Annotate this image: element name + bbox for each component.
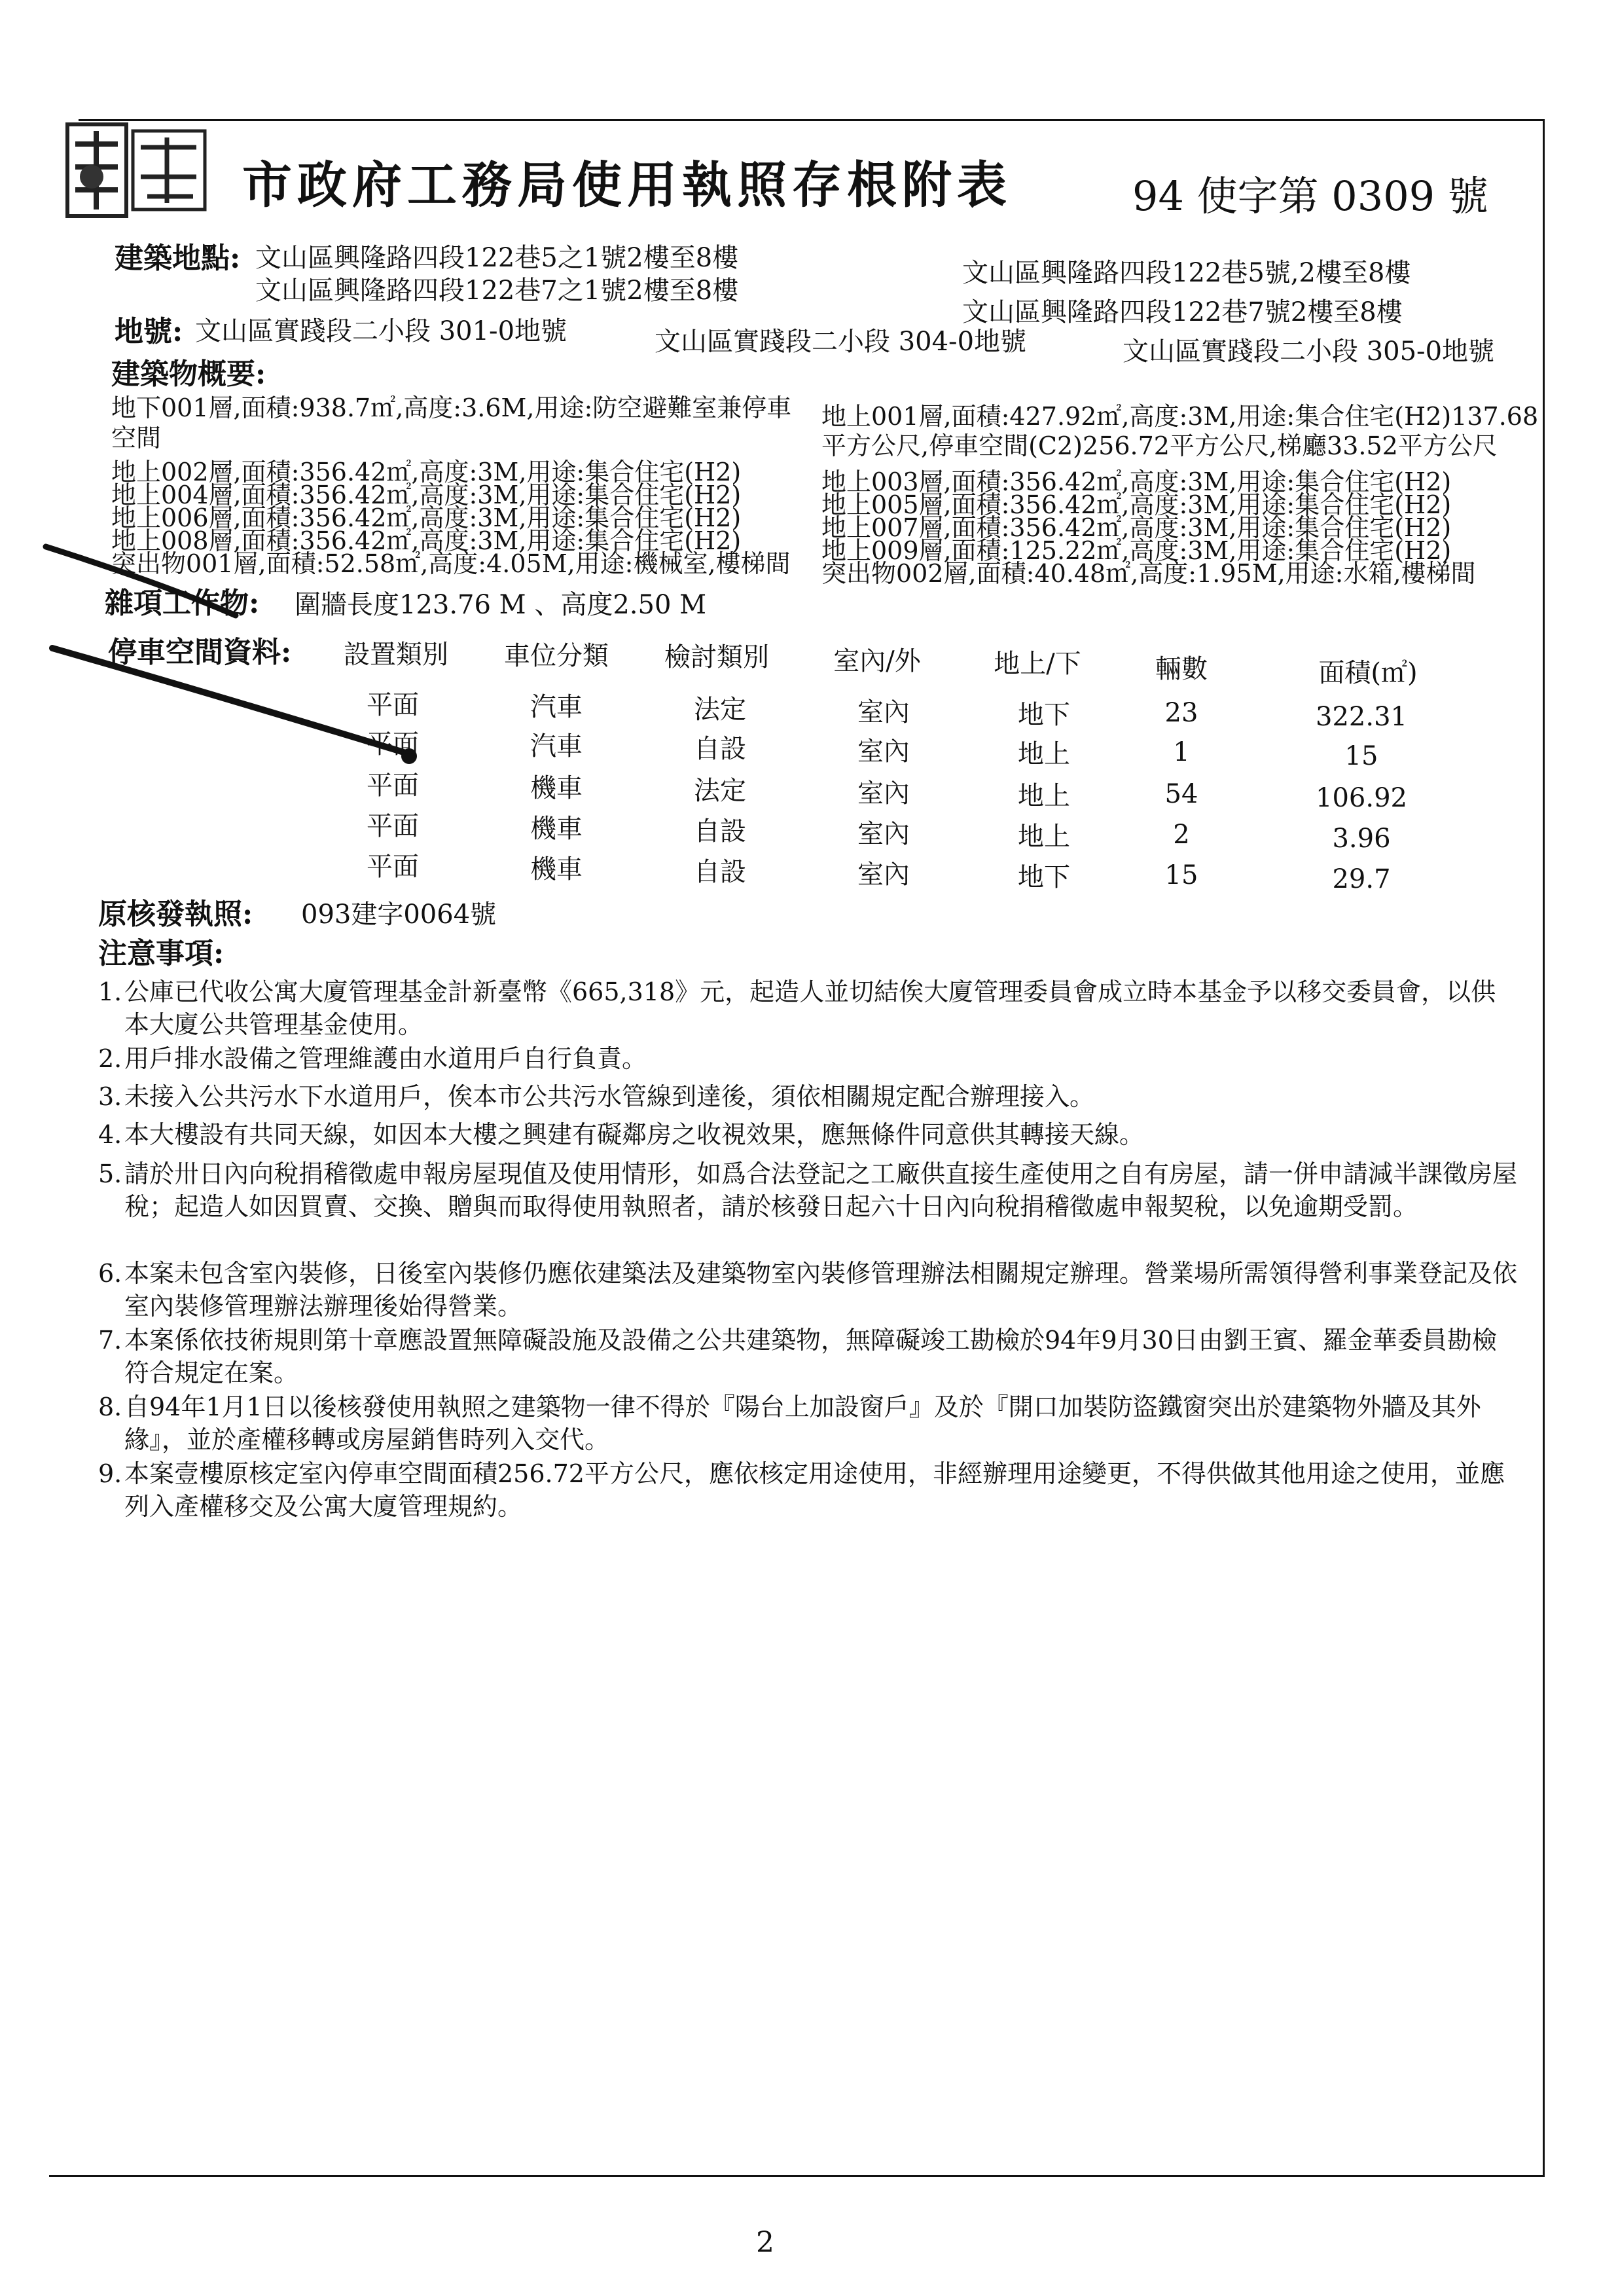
frame-bottom-line [49, 2175, 1545, 2177]
overview-left-line: 地下001層,面積:938.7㎡,高度:3.6M,用途:防空避難室兼停車 [111, 393, 792, 422]
parking-header-vehicle-type: 車位分類 [504, 641, 609, 671]
parking-cell: 106.92 [1316, 783, 1407, 813]
overview-right-line: 地上001層,面積:427.92㎡,高度:3M,用途:集合住宅(H2)137.68 [821, 402, 1539, 431]
misc-works-value: 圍牆長度123.76 M 、高度2.50 M [295, 590, 707, 620]
site-address-1: 文山區興隆路四段122巷5之1號2樓至8樓 [255, 243, 739, 273]
note-text: 自94年1月1日以後核發使用執照之建築物一律不得於『陽台上加設窗戶』及於『開口加裝防盜鐵窗突出於建築物外牆及其外緣』，並於產權移轉或房屋銷售時列入交代。 [124, 1393, 1481, 1454]
parking-cell: 汽車 [530, 692, 583, 722]
note-number: 3. [98, 1082, 122, 1111]
frame-right-line [1543, 119, 1545, 2175]
overview-right-line: 突出物002層,面積:40.48㎡,高度:1.95M,用途:水箱,樓梯間 [821, 559, 1476, 588]
parking-cell: 322.31 [1316, 702, 1407, 732]
lot-number-3: 文山區實踐段二小段 305-0地號 [1123, 337, 1495, 367]
parking-cell: 機車 [530, 773, 583, 803]
parking-cell: 地上 [1018, 781, 1070, 811]
site-address-4: 文山區興隆路四段122巷7號2樓至8樓 [962, 297, 1403, 327]
note-number: 2. [98, 1044, 122, 1073]
original-permit-value: 093建字0064號 [301, 900, 497, 930]
note-item [98, 1080, 1519, 1113]
note-item [98, 1324, 1519, 1389]
parking-cell: 15 [1164, 860, 1198, 890]
note-number: 9. [98, 1459, 122, 1488]
parking-cell: 1 [1173, 737, 1190, 767]
parking-cell: 平面 [367, 690, 419, 720]
notes-label: 注意事項: [98, 937, 225, 970]
parking-cell: 室內 [857, 778, 910, 809]
site-label: 建築地點: [115, 242, 241, 275]
parking-cell: 平面 [367, 771, 419, 801]
parking-cell: 法定 [694, 695, 746, 725]
parking-cell: 法定 [694, 776, 746, 806]
parking-header-above-below: 地上/下 [994, 649, 1081, 679]
parking-cell: 自設 [694, 857, 746, 887]
parking-cell: 地上 [1018, 739, 1070, 769]
note-text: 本案係依技術規則第十章應設置無障礙設施及設備之公共建築物，無障礙竣工勘檢於94年9月30日由劉王賓、羅金華委員勘檢符合規定在案。 [124, 1326, 1497, 1387]
document-title: 市政府工務局使用執照存根附表 [242, 156, 1012, 214]
misc-works-label: 雜項工作物: [105, 587, 260, 620]
overview-label: 建築物概要: [111, 357, 266, 391]
overview-right-line: 地上003層,面積:356.42㎡,高度:3M,用途:集合住宅(H2) [821, 467, 1452, 496]
permit-number: 94 使字第 0309 號 [1132, 172, 1488, 220]
parking-cell: 54 [1164, 779, 1198, 809]
note-text: 用戶排水設備之管理維護由水道用戶自行負責。 [124, 1044, 647, 1073]
parking-cell: 室內 [857, 860, 910, 890]
frame-top-line [79, 119, 1545, 121]
overview-left-line: 地上008層,面積:356.42㎡,高度:3M,用途:集合住宅(H2) [111, 526, 742, 555]
note-number: 1. [98, 977, 122, 1006]
site-address-3: 文山區興隆路四段122巷5號,2樓至8樓 [962, 258, 1411, 288]
parking-cell: 地上 [1018, 822, 1070, 852]
parking-header-setup-type: 設置類別 [344, 640, 448, 670]
parking-cell: 室內 [857, 819, 910, 849]
parking-cell: 機車 [530, 814, 583, 844]
lot-number-1: 文山區實踐段二小段 301-0地號 [195, 316, 567, 346]
parking-cell: 室內 [857, 737, 910, 767]
note-text: 本案未包含室內裝修，日後室內裝修仍應依建築法及建築物室內裝修管理辦法相關規定辦理。營業場所需領得營利事業登記及依室內裝修管理辦法辦理後始得營業。 [124, 1259, 1518, 1321]
note-text: 未接入公共污水下水道用戶，俟本市公共污水管線到達後，須依相關規定配合辦理接入。 [124, 1082, 1095, 1111]
parking-cell: 15 [1344, 741, 1378, 771]
parking-label: 停車空間資料: [108, 636, 292, 669]
parking-cell: 平面 [367, 852, 419, 882]
overview-left-line: 地上002層,面積:356.42㎡,高度:3M,用途:集合住宅(H2) [111, 458, 742, 486]
parking-cell: 3.96 [1332, 824, 1391, 854]
parking-cell: 23 [1164, 698, 1198, 728]
parking-header-count: 輛數 [1155, 654, 1208, 684]
overview-left-line: 空間 [111, 424, 162, 452]
official-seal-stamp [62, 118, 219, 223]
note-number: 4. [98, 1120, 122, 1149]
lot-label: 地號: [115, 315, 183, 348]
parking-header-area: 面積(㎡) [1318, 658, 1418, 688]
note-item [98, 1157, 1519, 1223]
note-item [98, 1042, 1519, 1075]
note-number: 5. [98, 1159, 122, 1188]
note-number: 8. [98, 1393, 122, 1421]
parking-cell: 自設 [694, 734, 746, 764]
parking-cell: 機車 [530, 854, 583, 884]
parking-cell: 自設 [694, 816, 746, 847]
overview-right-line: 地上009層,面積:125.22㎡,高度:3M,用途:集合住宅(H2) [821, 536, 1452, 565]
note-text: 請於卅日內向稅捐稽徵處申報房屋現值及使用情形，如爲合法登記之工廠供直接生產使用之自有房屋，請一併申請減半課徵房屋稅；起造人如因買賣、交換、贈與而取得使用執照者，請於核發日起六十日內向稅捐稽徵處申報契稅，以免逾期受罰。 [124, 1159, 1518, 1221]
parking-cell: 平面 [367, 729, 419, 759]
parking-header-review-type: 檢討類別 [664, 642, 769, 672]
note-number: 7. [98, 1326, 122, 1355]
note-text: 公庫已代收公寓大廈管理基金計新臺幣《665,318》元，起造人並切結俟大廈管理委員會成立時本基金予以移交委員會，以供本大廈公共管理基金使用。 [124, 977, 1496, 1039]
note-item [98, 1391, 1519, 1456]
overview-left-line: 突出物001層,面積:52.58㎡,高度:4.05M,用途:機械室,樓梯間 [111, 549, 791, 578]
page-number: 2 [756, 2226, 774, 2259]
lot-number-2: 文山區實踐段二小段 304-0地號 [655, 327, 1027, 357]
note-item [98, 975, 1519, 1041]
parking-cell: 2 [1173, 820, 1190, 850]
parking-cell: 地下 [1018, 862, 1070, 892]
overview-left-line: 地上006層,面積:356.42㎡,高度:3M,用途:集合住宅(H2) [111, 503, 742, 532]
parking-cell: 汽車 [530, 731, 583, 761]
parking-cell: 平面 [367, 811, 419, 841]
note-item [98, 1257, 1519, 1322]
parking-cell: 室內 [857, 697, 910, 727]
overview-right-line: 平方公尺,停車空間(C2)256.72平方公尺,梯廳33.52平方公尺 [821, 431, 1498, 460]
parking-header-indoor-outdoor: 室內/外 [833, 646, 921, 676]
parking-cell: 29.7 [1332, 864, 1391, 894]
note-text: 本大樓設有共同天線，如因本大樓之興建有礙鄰房之收視效果，應無條件同意供其轉接天線。 [124, 1120, 1145, 1149]
note-text: 本案壹樓原核定室內停車空間面積256.72平方公尺，應依核定用途使用，非經辦理用途變更，不得供做其他用途之使用，並應列入產權移交及公寓大廈管理規約。 [124, 1459, 1505, 1521]
overview-right-line: 地上007層,面積:356.42㎡,高度:3M,用途:集合住宅(H2) [821, 513, 1452, 542]
overview-right-line: 地上005層,面積:356.42㎡,高度:3M,用途:集合住宅(H2) [821, 490, 1452, 519]
note-item [98, 1457, 1519, 1523]
note-item [98, 1118, 1519, 1151]
note-number: 6. [98, 1259, 122, 1288]
site-address-2: 文山區興隆路四段122巷7之1號2樓至8樓 [255, 276, 739, 306]
overview-left-line: 地上004層,面積:356.42㎡,高度:3M,用途:集合住宅(H2) [111, 481, 742, 509]
parking-cell: 地下 [1018, 700, 1070, 730]
original-permit-label: 原核發執照: [98, 898, 253, 931]
